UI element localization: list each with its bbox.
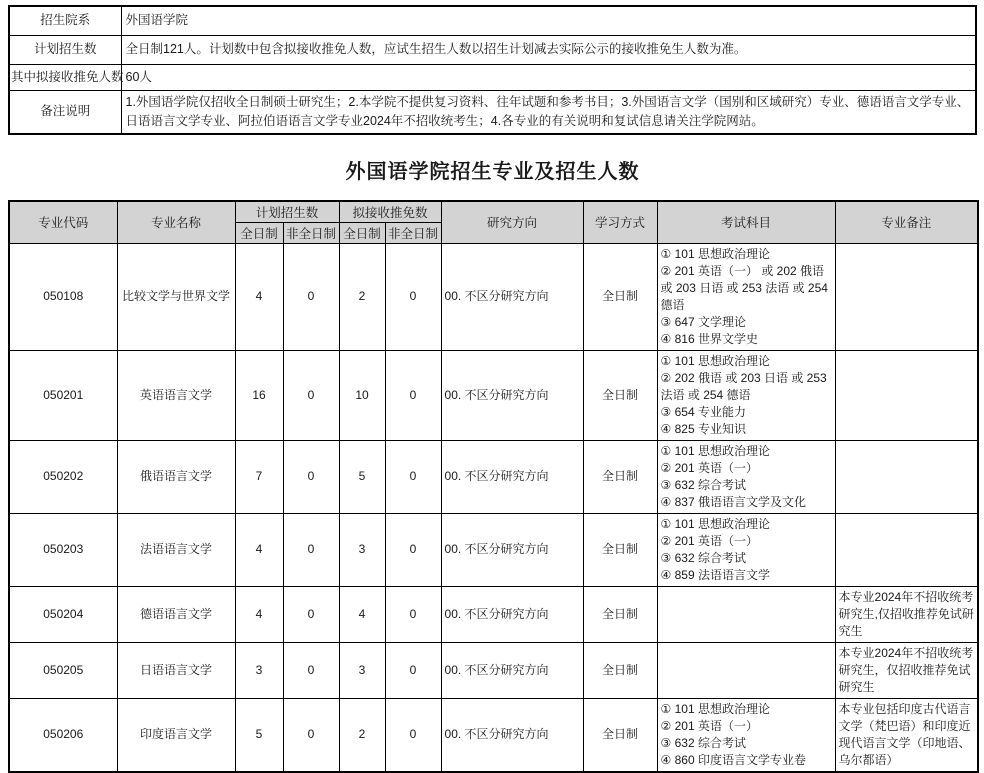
- major-code-cell: 050203: [9, 513, 117, 586]
- exam-subject-line: ② 201 英语（一）: [660, 533, 758, 548]
- major-name-cell: 比较文学与世界文学: [117, 243, 235, 350]
- major-name-cell: 日语语言文学: [117, 642, 235, 698]
- tuimian-parttime-cell: 0: [385, 440, 441, 513]
- study-mode-cell: 全日制: [583, 586, 657, 642]
- major-name-cell: 俄语语言文学: [117, 440, 235, 513]
- info-table: [8, 5, 977, 135]
- tuimian-fulltime-cell: 10: [339, 350, 385, 440]
- major-code-cell: 050205: [9, 642, 117, 698]
- major-note-cell: [835, 440, 978, 513]
- tuimian-fulltime-cell: 5: [339, 440, 385, 513]
- major-note-cell: [835, 350, 978, 440]
- exam-subjects-cell: [657, 243, 835, 350]
- plan-parttime-cell: 0: [283, 642, 339, 698]
- exam-subject-line: ① 101 思想政治理论: [660, 516, 770, 531]
- exam-subjects-cell: [657, 698, 835, 772]
- study-mode-cell: 全日制: [583, 513, 657, 586]
- table-row: [9, 698, 978, 772]
- header-exam-subjects: 考试科目: [657, 201, 835, 244]
- header-tuimian-parttime: 非全日制: [385, 222, 441, 243]
- exam-subject-line: ④ 816 世界文学史: [660, 331, 758, 346]
- exam-subject-line: ② 201 英语（一） 或 202 俄语 或 203 日语 或 253 法语 或 254 德语: [660, 263, 828, 312]
- major-note-cell: [835, 243, 978, 350]
- exam-subject-line: ① 101 思想政治理论: [660, 246, 770, 261]
- tuimian-parttime-cell: 0: [385, 243, 441, 350]
- table-row: [9, 642, 978, 698]
- research-direction-cell: 00. 不区分研究方向: [441, 440, 583, 513]
- exam-subject-line: ④ 837 俄语语言文学及文化: [660, 494, 806, 509]
- plan-parttime-cell: 0: [283, 513, 339, 586]
- plan-parttime-cell: 0: [283, 243, 339, 350]
- plan-parttime-cell: 0: [283, 350, 339, 440]
- info-row: [9, 6, 976, 35]
- research-direction-cell: 00. 不区分研究方向: [441, 350, 583, 440]
- exam-subject-line: ③ 647 文学理论: [660, 314, 746, 329]
- study-mode-cell: 全日制: [583, 243, 657, 350]
- info-value: 1.外国语学院仅招收全日制硕士研究生；2.本学院不提供复习资料、往年试题和参考书目；3.外国语言文学（国别和区域研究）专业、德语语言文学专业、日语语言文学专业、阿拉伯语语言文学专业2024年不招收统考生；4.各专业的有关说明和复试信息请关注学院网站。: [121, 90, 976, 134]
- major-note-cell: 本专业2024年不招收统考研究生,仅招收推荐免试研究生: [835, 586, 978, 642]
- plan-fulltime-cell: 7: [235, 440, 283, 513]
- major-note-cell: 本专业包括印度古代语言文学（梵巴语）和印度近现代语言文学（印地语、乌尔都语）: [835, 698, 978, 772]
- plan-fulltime-cell: 3: [235, 642, 283, 698]
- table-row: [9, 513, 978, 586]
- tuimian-fulltime-cell: 2: [339, 698, 385, 772]
- tuimian-parttime-cell: 0: [385, 513, 441, 586]
- exam-subject-line: ② 201 英语（一）: [660, 460, 758, 475]
- plan-fulltime-cell: 5: [235, 698, 283, 772]
- header-plan-fulltime: 全日制: [235, 222, 283, 243]
- info-label: 计划招生数: [9, 35, 121, 64]
- major-name-cell: 英语语言文学: [117, 350, 235, 440]
- major-name-cell: 法语语言文学: [117, 513, 235, 586]
- plan-fulltime-cell: 4: [235, 243, 283, 350]
- exam-subject-line: ④ 860 印度语言文学专业卷: [660, 752, 806, 767]
- exam-subjects-cell: [657, 350, 835, 440]
- plan-fulltime-cell: 4: [235, 586, 283, 642]
- plan-parttime-cell: 0: [283, 586, 339, 642]
- exam-subject-line: ④ 859 法语语言文学: [660, 567, 770, 582]
- plan-parttime-cell: 0: [283, 440, 339, 513]
- info-value: 60人: [121, 64, 976, 90]
- table-row: [9, 243, 978, 350]
- tuimian-parttime-cell: 0: [385, 642, 441, 698]
- study-mode-cell: 全日制: [583, 642, 657, 698]
- study-mode-cell: 全日制: [583, 440, 657, 513]
- exam-subject-line: ② 202 俄语 或 203 日语 或 253 法语 或 254 德语: [660, 370, 827, 402]
- exam-subject-line: ③ 632 综合考试: [660, 550, 746, 565]
- header-plan-parttime: 非全日制: [283, 222, 339, 243]
- major-name-cell: 印度语言文学: [117, 698, 235, 772]
- program-table-header: [9, 201, 978, 244]
- info-label: 招生院系: [9, 6, 121, 35]
- header-tuimian-group: 拟接收推免数: [339, 201, 441, 223]
- info-label: 备注说明: [9, 90, 121, 134]
- tuimian-fulltime-cell: 2: [339, 243, 385, 350]
- exam-subject-line: ③ 632 综合考试: [660, 477, 746, 492]
- info-row: [9, 90, 976, 134]
- info-value: 全日制121人。计划数中包含拟接收推免人数，应试生招生人数以招生计划减去实际公示的接收推免生人数为准。: [121, 35, 976, 64]
- major-code-cell: 050206: [9, 698, 117, 772]
- exam-subjects-cell: [657, 586, 835, 642]
- header-major-note: 专业备注: [835, 201, 978, 244]
- program-table-body: [9, 243, 978, 772]
- header-direction: 研究方向: [441, 201, 583, 244]
- major-code-cell: 050204: [9, 586, 117, 642]
- program-table: [8, 200, 979, 773]
- exam-subject-line: ① 101 思想政治理论: [660, 443, 770, 458]
- table-row: [9, 440, 978, 513]
- header-study-mode: 学习方式: [583, 201, 657, 244]
- plan-parttime-cell: 0: [283, 698, 339, 772]
- exam-subject-line: ① 101 思想政治理论: [660, 353, 770, 368]
- table-row: [9, 586, 978, 642]
- tuimian-parttime-cell: 0: [385, 350, 441, 440]
- exam-subjects-cell: [657, 513, 835, 586]
- major-code-cell: 050202: [9, 440, 117, 513]
- header-major-name: 专业名称: [117, 201, 235, 244]
- exam-subject-line: ① 101 思想政治理论: [660, 701, 770, 716]
- page-title: 外国语学院招生专业及招生人数: [345, 160, 640, 183]
- info-value: 外国语学院: [121, 6, 976, 35]
- tuimian-parttime-cell: 0: [385, 586, 441, 642]
- research-direction-cell: 00. 不区分研究方向: [441, 243, 583, 350]
- major-name-cell: 德语语言文学: [117, 586, 235, 642]
- tuimian-fulltime-cell: 4: [339, 586, 385, 642]
- info-row: [9, 35, 976, 64]
- major-code-cell: 050108: [9, 243, 117, 350]
- exam-subjects-cell: [657, 642, 835, 698]
- header-major-code: 专业代码: [9, 201, 117, 244]
- research-direction-cell: 00. 不区分研究方向: [441, 513, 583, 586]
- major-note-cell: 本专业2024年不招收统考研究生，仅招收推荐免试研究生: [835, 642, 978, 698]
- exam-subject-line: ④ 825 专业知识: [660, 421, 746, 436]
- info-label: 其中拟接收推免人数: [9, 64, 121, 90]
- tuimian-parttime-cell: 0: [385, 698, 441, 772]
- research-direction-cell: 00. 不区分研究方向: [441, 698, 583, 772]
- plan-fulltime-cell: 4: [235, 513, 283, 586]
- exam-subject-line: ② 201 英语（一）: [660, 718, 758, 733]
- tuimian-fulltime-cell: 3: [339, 513, 385, 586]
- tuimian-fulltime-cell: 3: [339, 642, 385, 698]
- exam-subjects-cell: [657, 440, 835, 513]
- exam-subject-line: ③ 654 专业能力: [660, 404, 746, 419]
- info-row: [9, 64, 976, 90]
- table-row: [9, 350, 978, 440]
- research-direction-cell: 00. 不区分研究方向: [441, 642, 583, 698]
- header-tuimian-fulltime: 全日制: [339, 222, 385, 243]
- exam-subject-line: ③ 632 综合考试: [660, 735, 746, 750]
- plan-fulltime-cell: 16: [235, 350, 283, 440]
- major-code-cell: 050201: [9, 350, 117, 440]
- research-direction-cell: 00. 不区分研究方向: [441, 586, 583, 642]
- study-mode-cell: 全日制: [583, 698, 657, 772]
- study-mode-cell: 全日制: [583, 350, 657, 440]
- major-note-cell: [835, 513, 978, 586]
- header-plan-group: 计划招生数: [235, 201, 339, 223]
